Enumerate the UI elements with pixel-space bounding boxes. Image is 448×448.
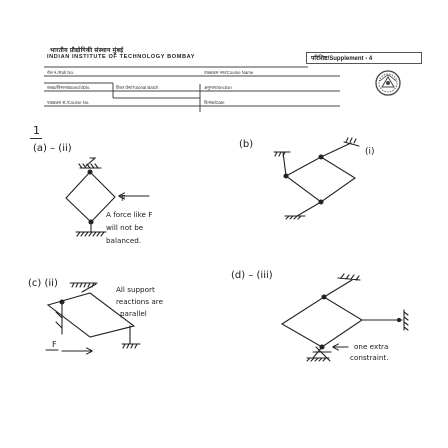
question-number: 1 <box>33 124 40 137</box>
part-b-label: (b) <box>239 139 254 150</box>
part-d-note-line-1: one extra <box>354 342 389 351</box>
section-label: अनुभाग/Section <box>204 85 232 90</box>
hindi-title: भारतीय प्रौद्योगिकी संस्थान मुंबई <box>50 48 124 54</box>
part-a-note-line-2: will not be <box>106 223 144 232</box>
part-a-force-label: F <box>121 194 126 203</box>
part-d-label: (d) – (iii) <box>231 270 273 281</box>
part-b-answer: (i) <box>365 147 375 157</box>
part-a-note-line-3: balanced. <box>106 236 142 245</box>
branch-div-label: शाखा/विभाग/Branch/Div. <box>47 85 90 90</box>
institute-name: INDIAN INSTITUTE OF TECHNOLOGY BOMBAY <box>47 54 196 60</box>
part-a-label: (a) – (ii) <box>33 143 72 154</box>
part-c-note-line-1: All support <box>116 285 155 294</box>
course-no-label: पाठ्यक्रम सं./Course No. <box>47 100 90 105</box>
date-label: दिनांक/Date <box>204 100 225 105</box>
part-a-note-line-1: A force like F <box>106 210 153 219</box>
part-c-force-label: F <box>52 340 57 349</box>
supplement-label: परिशिष्ट/Supplement - 4 <box>311 56 373 62</box>
part-c-label: (c) (ii) <box>28 278 58 289</box>
course-name-label: पाठ्यक्रम नाम/Course Name <box>204 70 254 75</box>
sketch-d-truss <box>282 274 408 361</box>
sketch-b-truss <box>274 138 359 219</box>
part-d-note-line-2: constraint. <box>350 353 389 362</box>
part-c-note-line-3: parallel <box>120 309 147 318</box>
sketch-a-truss <box>66 158 149 236</box>
tutorial-batch-label: टिकर प्रेस/Tutorial Batch <box>116 85 159 90</box>
sketch-c-frame <box>46 283 140 351</box>
roll-no-label: रोल नं./Roll No. <box>47 70 75 75</box>
part-c-note-line-2: reactions are <box>116 297 163 306</box>
